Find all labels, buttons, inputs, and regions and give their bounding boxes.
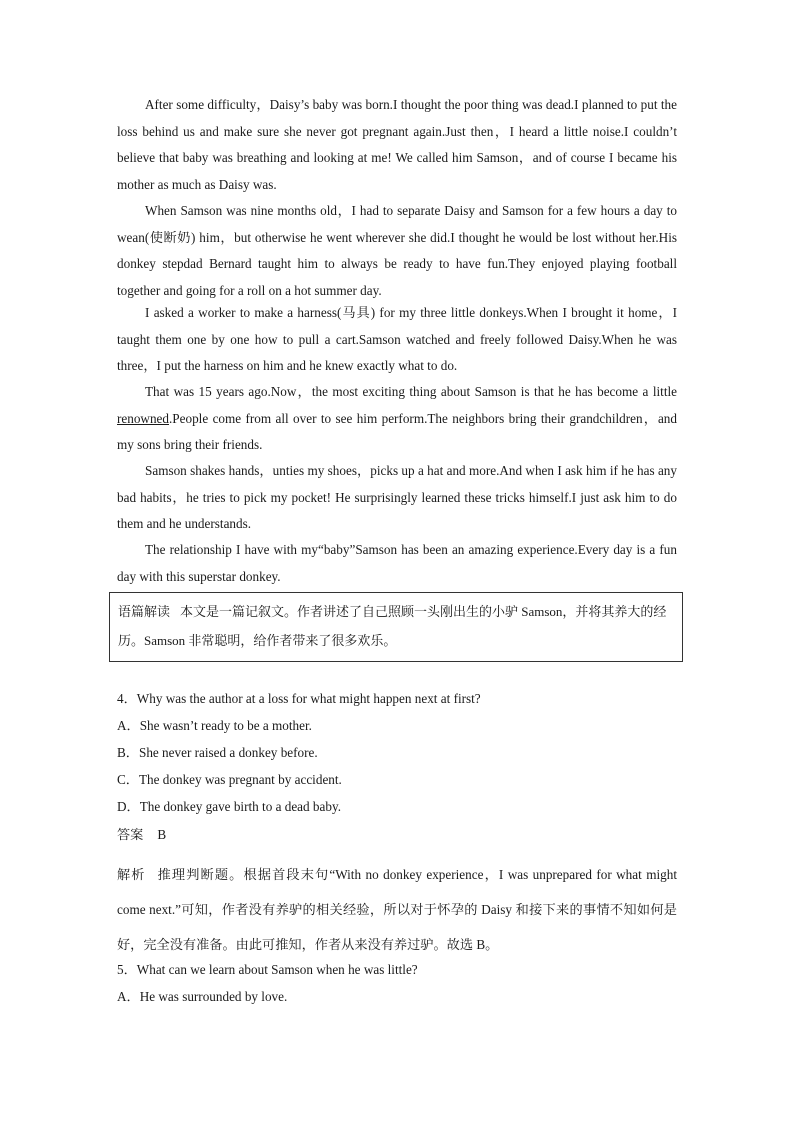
paragraph-4-text-after: .People come from all over to see him perform.The neighbors bring their grandchildren，and my sons bring their friends. [117, 410, 677, 453]
question-4-option-a: A．She wasn’t ready to be a mother. [117, 718, 312, 733]
question-4-option-d: D．The donkey gave birth to a dead baby. [117, 799, 341, 814]
summary-box [109, 592, 683, 662]
passage-paragraph-1: After some difficulty，Daisy’s baby was born.I thought the poor thing was dead.I planned to put the loss behind us and make sure she never got pregnant again.Just then，I heard a little noise.I couldn’t believe that baby was breathing and looking at me! We called him Samson，and of course I became his mother as much as Daisy was. [117, 97, 677, 192]
question-4-option-c: C．The donkey was pregnant by accident. [117, 772, 342, 787]
passage-paragraph-2: When Samson was nine months old，I had to separate Daisy and Samson for a few hours a day to wean(使断奶) him，but otherwise he went wherever she did.I thought he would be lost without her.His donkey stepdad Bernard taught him to always be ready to have fun.They enjoyed playing football together and going for a roll on a hot summer day. [117, 203, 677, 298]
question-4-analysis [117, 857, 677, 962]
passage-paragraph-3: I asked a worker to make a harness(马具) for my three little donkeys.When I brought it home，I taught them one by one how to pull a cart.Samson watched and freely followed Daisy.When he was three，I put the harness on him and he knew exactly what to do. [117, 305, 677, 374]
analysis-label: 解析 [117, 867, 146, 882]
question-5-stem: 5．What can we learn about Samson when he was little? [117, 962, 418, 977]
passage-paragraph-4 [117, 379, 677, 459]
question-4-answer [117, 826, 166, 844]
summary-label: 语篇解读 [118, 604, 171, 619]
question-4-option-b: B．She never raised a donkey before. [117, 745, 318, 760]
answer-label: 答案 [117, 827, 144, 842]
question-5-option-a: A．He was surrounded by love. [117, 989, 288, 1004]
paragraph-4-text-before: That was 15 years ago.Now，the most exciting thing about Samson is that he has become a little [145, 384, 677, 399]
passage-paragraph-6: The relationship I have with my“baby”Samson has been an amazing experience.Every day is a fun day with this superstar donkey. [117, 542, 677, 584]
passage-paragraph-5: Samson shakes hands，unties my shoes，picks up a hat and more.And when I ask him if he has any bad habits，he tries to pick my pocket! He surprisingly learned these tricks himself.I just ask him to do them and he understands. [117, 463, 677, 532]
underlined-word-renowned: renowned [117, 410, 169, 426]
summary-text: 本文是一篇记叙文。作者讲述了自己照顾一头刚出生的小驴 Samson，并将其养大的经历。Samson 非常聪明，给作者带来了很多欢乐。 [118, 604, 667, 648]
question-4-stem: 4．Why was the author at a loss for what might happen next at first? [117, 691, 481, 706]
analysis-text: 推理判断题。根据首段末句“With no donkey experience，I was unprepared for what might come next.”可知，作者没有养驴的相关经验，所以对于怀孕的 Daisy 和接下来的事情不知如何是好，完全没有准备。由此可推知，作者从来没有养过驴。故选 B。 [117, 867, 677, 952]
answer-value: B [157, 827, 167, 842]
